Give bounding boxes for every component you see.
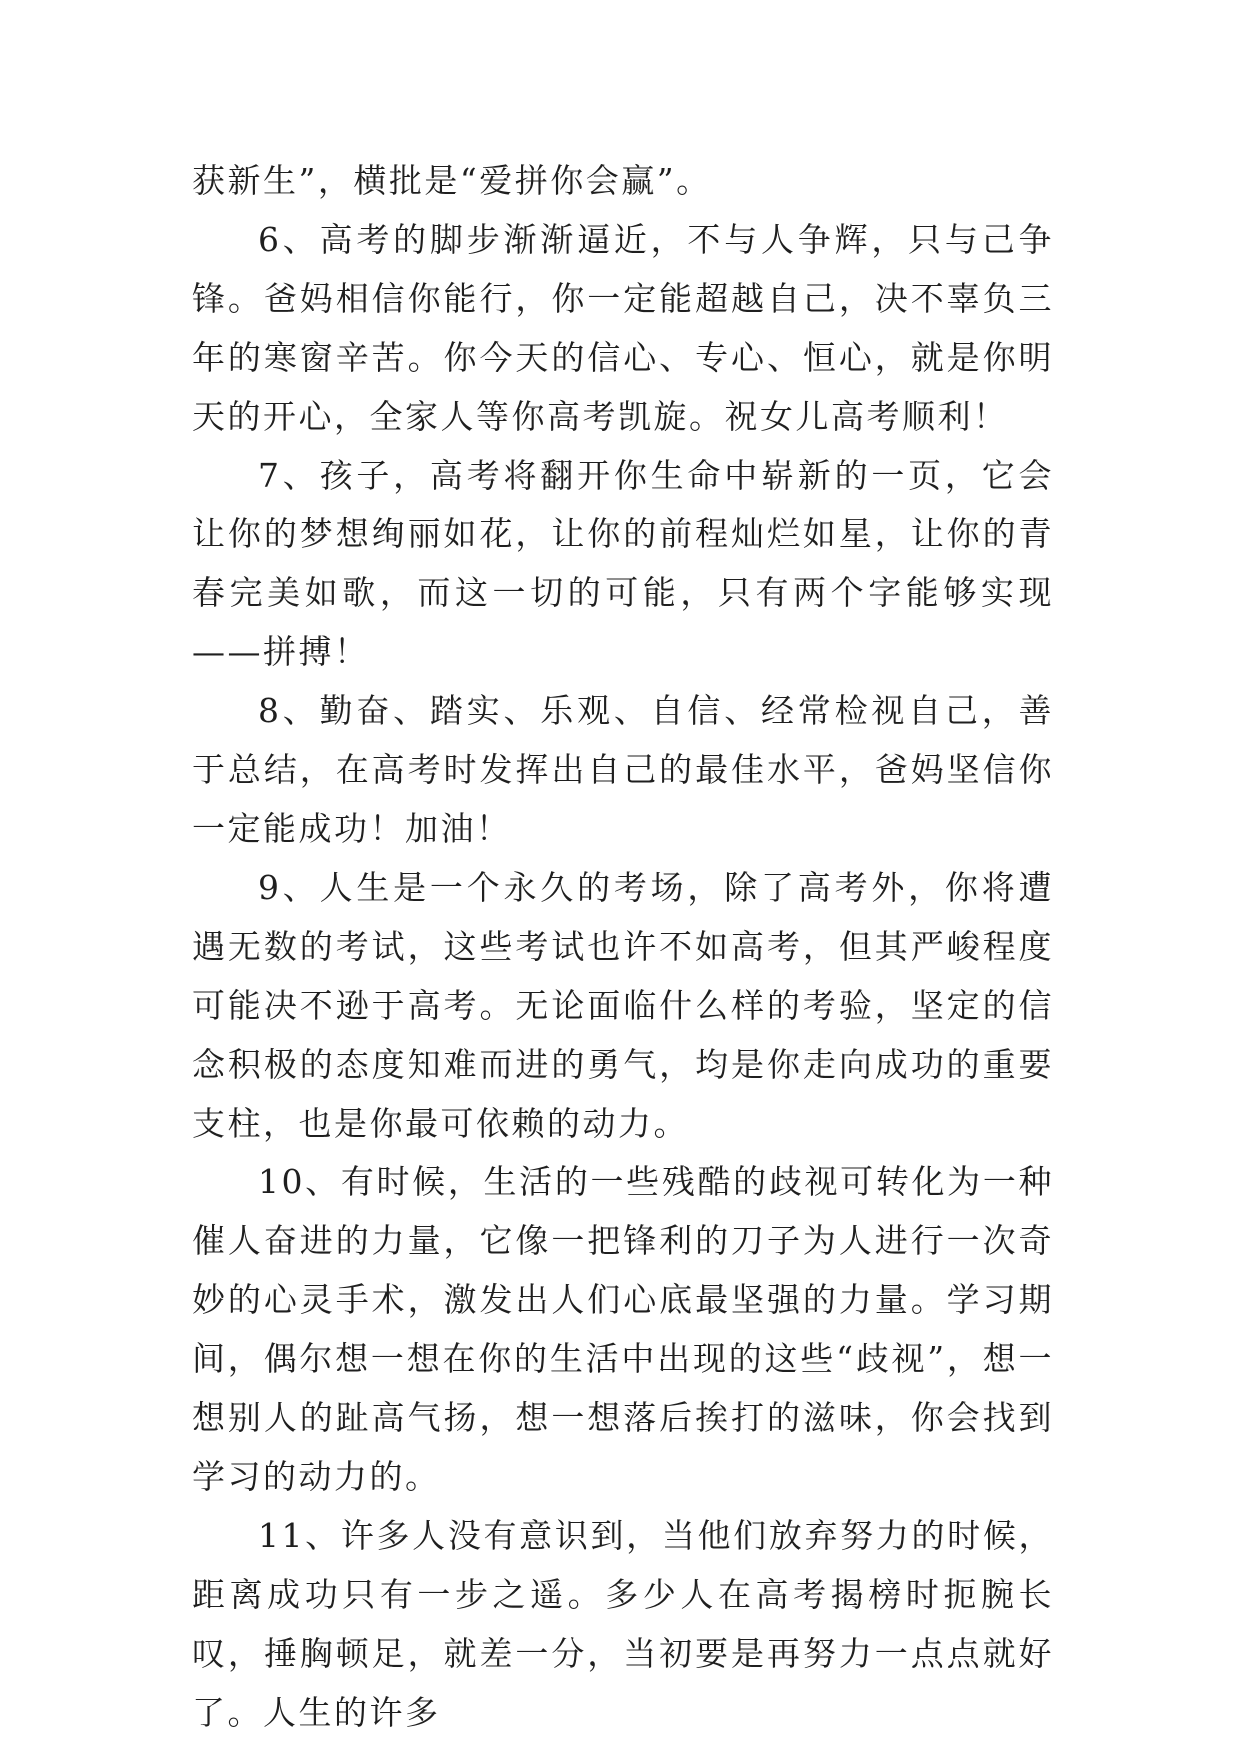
paragraph-item-8: 8、勤奋、踏实、乐观、自信、经常检视自己，善于总结，在高考时发挥出自己的最佳水平，爸妈坚信你一定能成功！加油！ [192,691,1054,848]
document-body [192,152,1054,1742]
paragraph-item-10: 10、有时候，生活的一些残酷的歧视可转化为一种催人奋进的力量，它像一把锋利的刀子为人进行一次奇妙的心灵手术，激发出人们心底最坚强的力量。学习期间，偶尔想一想在你的生活中出现的这些“歧视”，想一想别人的趾高气扬，想一想落后挨打的滋味，你会找到学习的动力的。 [192,1162,1054,1496]
paragraph-continuation: 获新生”，横批是“爱拼你会赢”。 [192,161,712,200]
paragraph-item-6: 6、高考的脚步渐渐逼近，不与人争辉，只与己争锋。爸妈相信你能行，你一定能超越自己，决不辜负三年的寒窗辛苦。你今天的信心、专心、恒心，就是你明天的开心，全家人等你高考凯旋。祝女儿高考顺利！ [192,219,1054,436]
paragraph-item-9: 9、人生是一个永久的考场，除了高考外，你将遭遇无数的考试，这些考试也许不如高考，但其严峻程度可能决不逊于高考。无论面临什么样的考验，坚定的信念积极的态度知难而进的勇气，均是你走向成功的重要支柱，也是你最可依赖的动力。 [192,867,1054,1143]
paragraph-item-11: 11、许多人没有意识到，当他们放弃努力的时候，距离成功只有一步之遥。多少人在高考揭榜时扼腕长叹，捶胸顿足，就差一分，当初要是再努力一点点就好了。人生的许多 [192,1515,1054,1732]
paragraph-item-7: 7、孩子，高考将翻开你生命中崭新的一页，它会让你的梦想绚丽如花，让你的前程灿烂如星，让你的青春完美如歌，而这一切的可能，只有两个字能够实现——拼搏！ [192,455,1054,672]
